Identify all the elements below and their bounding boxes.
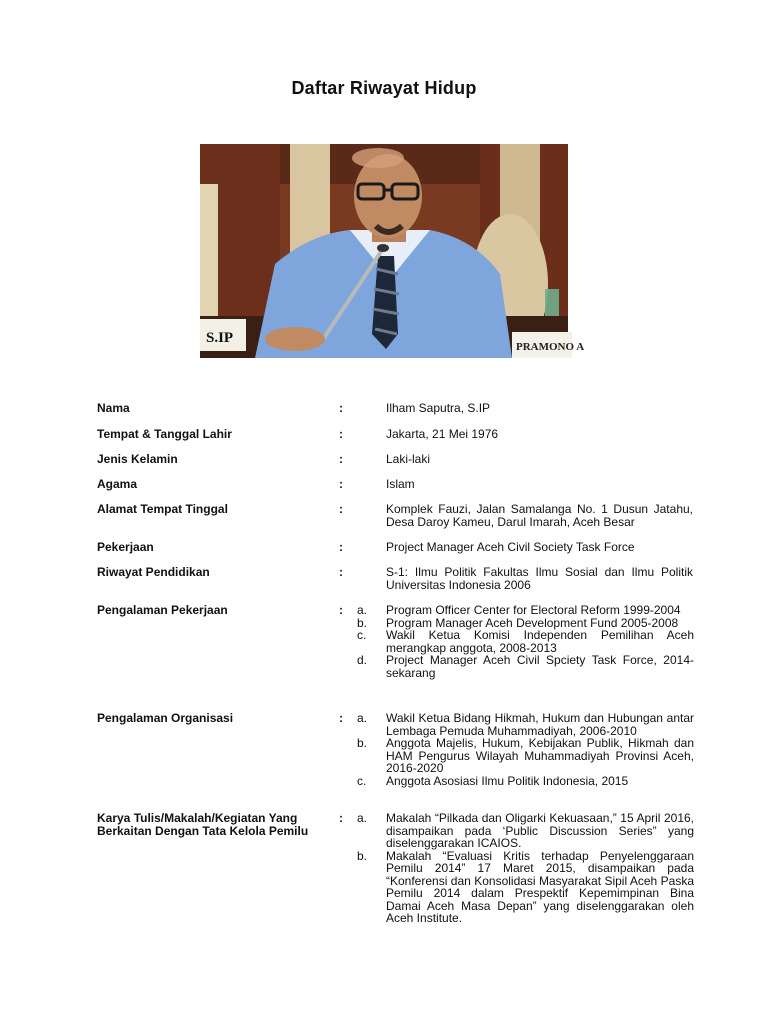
list-item-letter: c.	[357, 773, 367, 788]
list-item	[357, 604, 694, 617]
list-item-letter: b.	[357, 615, 368, 630]
list-item-text: Anggota Asosiasi Ilmu Politik Indonesia, 2015	[386, 773, 629, 788]
list-item-letter: b.	[357, 848, 368, 863]
section-label: Karya Tulis/Makalah/Kegiatan Yang Berkaitan Dengan Tata Kelola Pemilu	[97, 811, 309, 838]
field-value: Islam	[386, 477, 415, 491]
publications-list	[357, 812, 694, 925]
experience-list	[357, 604, 694, 679]
list-item-text: Makalah “Evaluasi Kritis terhadap Penyelenggaraan Pemilu 2014” 17 Maret 2015, disampaikan pada “Konferensi dan Konsolidasi Masyarakat Sipil Aceh Paska Pemilu 2014 dalam Prespektif Kepemimpinan Bina Damai Aceh Masa Depan” yang diselenggarakan oleh Aceh Institute.	[386, 848, 694, 925]
list-item	[357, 629, 694, 654]
nameplate-right-text: PRAMONO A	[516, 341, 585, 353]
field-label: Pekerjaan	[97, 540, 154, 554]
list-item-text: Wakil Ketua Komisi Independen Pemilihan Aceh merangkap anggota, 2008-2013	[386, 628, 694, 655]
section-colon: :	[339, 711, 343, 725]
field-label: Alamat Tempat Tinggal	[97, 502, 228, 516]
list-item-letter: b.	[357, 736, 368, 750]
section-colon: :	[339, 603, 343, 617]
document-title: Daftar Riwayat Hidup	[291, 78, 477, 98]
field-label: Riwayat Pendidikan	[97, 565, 210, 579]
field-value: Project Manager Aceh Civil Society Task Force	[386, 540, 635, 554]
field-value: Jakarta, 21 Mei 1976	[386, 427, 499, 441]
list-item	[357, 812, 694, 850]
list-item-letter: a.	[357, 711, 368, 725]
list-item-text: Wakil Ketua Bidang Hikmah, Hukum dan Hubungan antar Lembaga Pemuda Muhammadiyah, 2006-2010	[386, 711, 694, 738]
list-item-letter: a.	[357, 603, 368, 617]
field-value: Ilham Saputra, S.IP	[386, 401, 491, 415]
list-item-text: Makalah “Pilkada dan Oligarki Kekuasaan,” 15 April 2016, disampaikan pada ‘Public Discussion Series” yang diselenggarakan ICAIOS.	[386, 811, 694, 850]
list-item-letter: c.	[357, 628, 367, 642]
field-colon: :	[339, 502, 343, 516]
list-item-text: Program Manager Aceh Development Fund 2005-2008	[386, 615, 679, 630]
field-colon: :	[339, 427, 343, 441]
field-label: Jenis Kelamin	[97, 452, 178, 466]
list-item	[357, 850, 694, 925]
list-item-text: Program Officer Center for Electoral Reform 1999-2004	[386, 603, 681, 617]
list-item	[357, 712, 694, 737]
organization-list	[357, 712, 694, 787]
section-colon: :	[339, 811, 343, 825]
section-label: Pengalaman Organisasi	[97, 711, 234, 725]
field-label: Tempat & Tanggal Lahir	[97, 427, 232, 441]
list-item	[357, 737, 694, 775]
list-item	[357, 654, 694, 679]
field-label: Nama	[97, 401, 130, 415]
field-value: Komplek Fauzi, Jalan Samalanga No. 1 Dusun Jatahu, Desa Daroy Kameu, Darul Imarah, Aceh Besar	[386, 502, 693, 529]
field-label: Agama	[97, 477, 138, 491]
list-item-letter: d.	[357, 653, 368, 667]
list-item-text: Anggota Majelis, Hukum, Kebijakan Publik, Hikmah dan HAM Pengurus Wilayah Muhammadiyah Provinsi Aceh, 2016-2020	[386, 736, 694, 775]
profile-photo	[200, 144, 585, 358]
field-colon: :	[339, 565, 343, 579]
field-value: Laki-laki	[386, 452, 431, 466]
field-value: S-1: Ilmu Politik Fakultas Ilmu Sosial dan Ilmu Politik Universitas Indonesia 2006	[386, 565, 693, 592]
list-item	[357, 775, 694, 788]
portrait-image	[200, 144, 585, 358]
nameplate-left-text: S.IP	[206, 330, 234, 346]
field-colon: :	[339, 477, 343, 491]
section-label: Pengalaman Pekerjaan	[97, 603, 228, 617]
field-colon: :	[339, 452, 343, 466]
field-colon: :	[339, 540, 343, 554]
field-colon: :	[339, 401, 343, 415]
list-item-letter: a.	[357, 811, 368, 825]
list-item-text: Project Manager Aceh Civil Spciety Task Force, 2014-sekarang	[386, 653, 694, 680]
